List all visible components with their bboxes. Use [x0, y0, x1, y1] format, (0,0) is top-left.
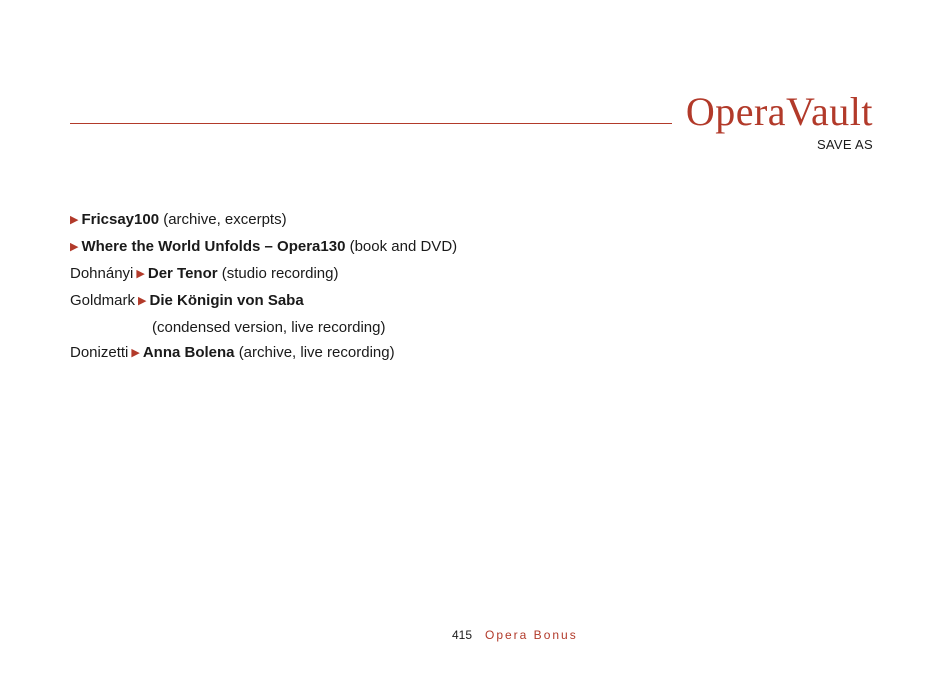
page-number: 415	[452, 628, 473, 642]
entry-note: (archive, excerpts)	[163, 211, 287, 228]
entry-title[interactable]: Anna Bolena	[142, 344, 235, 361]
header-rule	[70, 123, 672, 124]
list-item-continuation	[70, 315, 670, 340]
triangle-right-icon: ▶	[136, 268, 145, 280]
entry-note: (condensed version, live recording)	[152, 319, 386, 336]
triangle-right-icon: ▶	[70, 214, 79, 226]
entry-note: (archive, live recording)	[238, 344, 395, 361]
list-item	[70, 340, 670, 367]
entry-title[interactable]: Where the World Unfolds – Opera130	[81, 238, 346, 255]
list-item	[70, 207, 670, 234]
entry-composer: Goldmark	[70, 292, 136, 309]
triangle-right-icon: ▶	[70, 241, 79, 253]
entry-title[interactable]: Der Tenor	[147, 265, 218, 282]
entry-note: (book and DVD)	[349, 238, 458, 255]
entry-list	[70, 207, 670, 367]
list-item	[70, 288, 670, 315]
triangle-right-icon: ▶	[138, 295, 147, 307]
list-item	[70, 261, 670, 288]
section-label: SAVE AS	[816, 137, 873, 152]
entry-title[interactable]: Fricsay100	[81, 211, 160, 228]
entry-composer: Dohnányi	[70, 265, 134, 282]
list-item	[70, 234, 670, 261]
footer-label: Opera Bonus	[485, 628, 578, 642]
entry-composer: Donizetti	[70, 344, 129, 361]
brand-title: OperaVault	[685, 89, 873, 134]
triangle-right-icon: ▶	[131, 347, 140, 359]
entry-title[interactable]: Die Königin von Saba	[149, 292, 304, 309]
entry-note: (studio recording)	[221, 265, 339, 282]
